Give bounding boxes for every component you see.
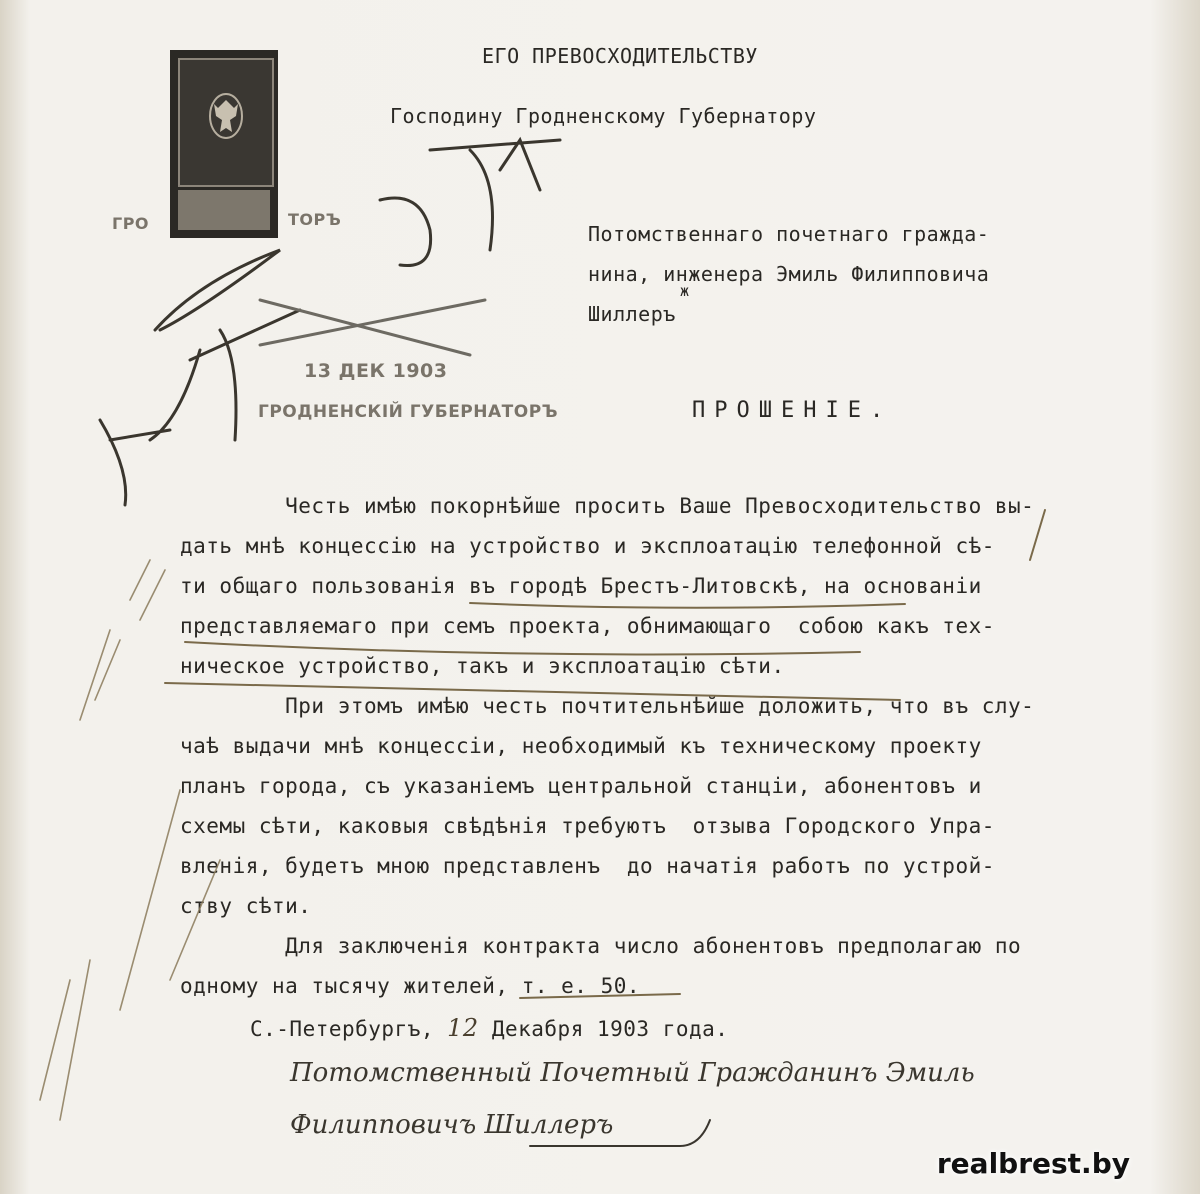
closing-line bbox=[250, 1014, 728, 1042]
body-line: вленія, будетъ мною представленъ до начатія работъ по устрой- bbox=[180, 854, 995, 878]
signature-line-2: Филипповичъ Шиллеръ bbox=[290, 1110, 614, 1140]
body-line: одному на тысячу жителей, т. е. 50. bbox=[180, 974, 641, 998]
document-title: ПРОШЕНIЕ. bbox=[692, 398, 893, 423]
stamp-cross-1 bbox=[260, 300, 470, 355]
body-line: При этомъ имѣю честь почтительнѣйше доложить, что въ слу- bbox=[180, 694, 1035, 718]
body-line: ти общаго пользованія въ городѣ Брестъ-Литовскѣ, на основаніи bbox=[180, 574, 982, 598]
sender-line-1: Потомственнаго почетнаго гражда- bbox=[588, 222, 990, 246]
sender-line-2: нина, инженера Эмиль Филипповича bbox=[588, 262, 990, 286]
sender-line-3: Шиллеръ bbox=[588, 302, 676, 326]
pencil-underline bbox=[185, 642, 860, 654]
body-line: Для заключенія контракта число абонентовъ предполагаю по bbox=[180, 934, 1022, 958]
revenue-stamp-frame bbox=[178, 58, 274, 187]
watermark: realbrest.by bbox=[936, 1147, 1130, 1180]
registry-stamp-office: ГРОДНЕНСКIЙ ГУБЕРНАТОРЪ bbox=[258, 402, 559, 422]
body-line: ству сѣти. bbox=[180, 894, 312, 918]
signature-line-1: Потомственный Почетный Гражданинъ Эмиль bbox=[290, 1058, 975, 1088]
resolution-scribble-2 bbox=[430, 140, 560, 250]
closing-place: С.-Петербургъ, bbox=[250, 1017, 448, 1041]
stamp-fragment-right: ТОРЪ bbox=[288, 210, 342, 229]
body-line: Честь имѣю покорнѣйше просить Ваше Превосходительство вы- bbox=[180, 494, 1035, 518]
body-line: ническое устройство, такъ и эксплоатацію сѣти. bbox=[180, 654, 785, 678]
body-line: представляемаго при семъ проекта, обнимающаго собою какъ тех- bbox=[180, 614, 995, 638]
stamp-fragment-left: ГРО bbox=[112, 214, 150, 233]
body-line: планъ города, съ указаніемъ центральной станціи, абонентовъ и bbox=[180, 774, 982, 798]
registry-stamp-date: 13 ДЕК 1903 bbox=[304, 360, 448, 382]
body-line: чаѣ выдачи мнѣ концессіи, необходимый къ техническому проекту bbox=[180, 734, 982, 758]
sender-superscript: ж bbox=[680, 282, 690, 300]
revenue-stamp bbox=[170, 50, 278, 238]
revenue-stamp-stub bbox=[178, 190, 270, 230]
addressee-line-1: ЕГО ПРЕВОСХОДИТЕЛЬСТВУ bbox=[482, 44, 758, 68]
resolution-scribble-1 bbox=[380, 198, 431, 266]
resolution-scribble-3 bbox=[155, 250, 280, 330]
pencil-underline bbox=[470, 603, 905, 608]
marginal-pencil-note-1 bbox=[80, 560, 165, 720]
stamp-cross-2 bbox=[260, 300, 485, 345]
addressee-line-2: Господину Гродненскому Губернатору bbox=[390, 104, 817, 128]
body-line: схемы сѣти, каковыя свѣдѣнія требуютъ отзыва Городского Упра- bbox=[180, 814, 995, 838]
double-headed-eagle-icon bbox=[206, 86, 246, 146]
body-line: дать мнѣ концессію на устройство и эксплоатацію телефонной сѣ- bbox=[180, 534, 995, 558]
closing-day: 12 bbox=[447, 1014, 479, 1042]
closing-rest: Декабря 1903 года. bbox=[478, 1017, 729, 1041]
